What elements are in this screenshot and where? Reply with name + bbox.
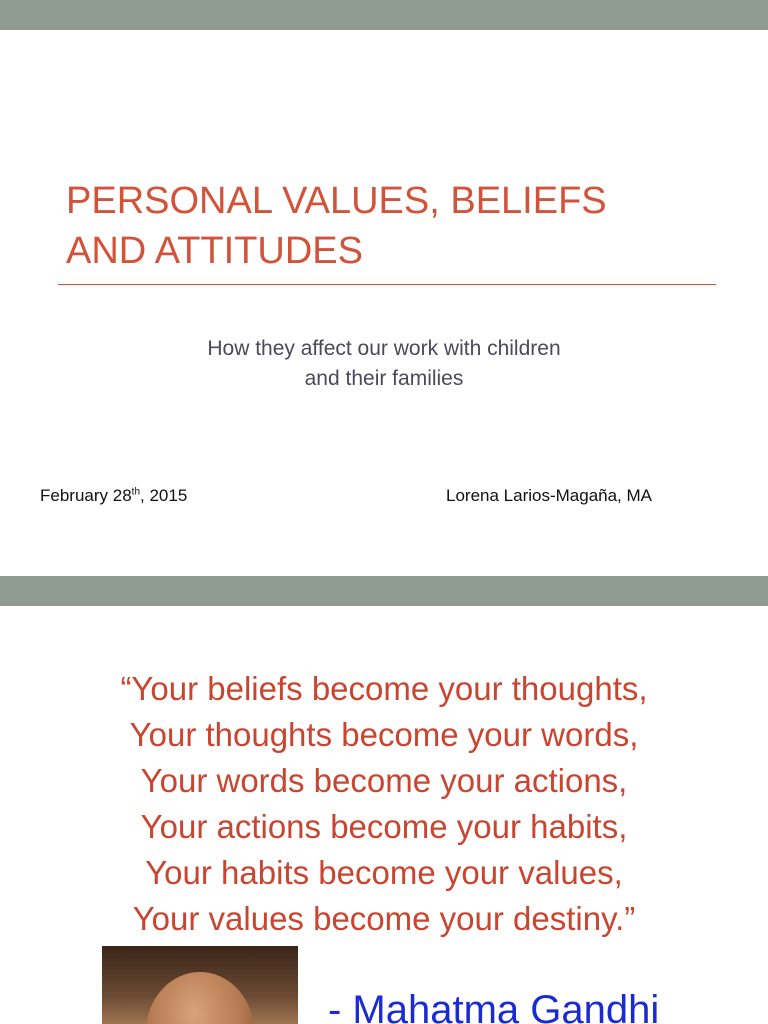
date-ordinal-suffix: th [131, 486, 141, 498]
quote-line-6: Your values become your destiny.” [132, 900, 636, 937]
quote-attribution: - Mahatma Gandhi [328, 988, 660, 1024]
slide-subtitle-line-1: How they affect our work with children [207, 337, 561, 360]
title-slide[interactable] [0, 30, 768, 576]
quote-line-2: Your thoughts become your words, [129, 716, 639, 753]
slide-title-line-1: PERSONAL VALUES, BELIEFS [66, 180, 607, 222]
quote-slide[interactable] [0, 606, 768, 1024]
date-rest: , 2015 [140, 486, 188, 505]
title-underline [58, 284, 716, 285]
slide-subtitle [0, 334, 768, 394]
quote-line-5: Your habits become your values, [145, 854, 623, 891]
date-prefix: February 28 [40, 486, 132, 505]
quote-line-3: Your words become your actions, [140, 762, 628, 799]
slide-title-line-2: AND ATTITUDES [66, 230, 363, 272]
presentation-date [40, 486, 187, 506]
slide-subtitle-line-2: and their families [304, 367, 464, 390]
portrait-head [146, 972, 254, 1024]
quote-line-4: Your actions become your habits, [140, 808, 628, 845]
slide-title [66, 176, 706, 276]
presenter-name: Lorena Larios-Magaña, MA [446, 486, 653, 505]
portrait-photo-icon [102, 946, 298, 1024]
gandhi-quote [0, 666, 768, 942]
slide-separator-middle [0, 576, 768, 606]
slide-separator-top [0, 0, 768, 30]
quote-line-1: “Your beliefs become your thoughts, [120, 670, 648, 707]
